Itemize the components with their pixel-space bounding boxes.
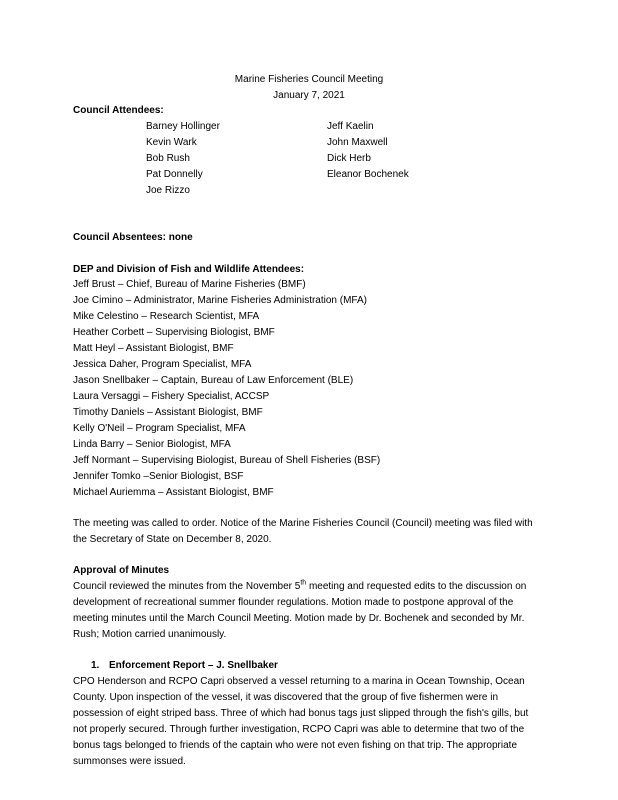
meeting-title: Marine Fisheries Council Meeting xyxy=(234,74,384,85)
minutes-paragraph-line: development of recreational summer flounder regulations. Motion made to postpone approval of the xyxy=(73,597,514,608)
absentees-line: Council Absentees: none xyxy=(73,232,193,243)
opening-paragraph-line: the Secretary of State on December 8, 2020. xyxy=(73,534,272,545)
meeting-date: January 7, 2021 xyxy=(273,90,345,101)
enforcement-paragraph-line: not properly secured. Through further investigation, RCPO Capri was able to determine that two of the xyxy=(73,724,525,735)
attendee-name: Dick Herb xyxy=(327,153,371,164)
staff-entry: Kelly O'Neil – Program Specialist, MFA xyxy=(73,423,246,434)
enforcement-paragraph-line: County. Upon inspection of the vessel, it was discovered that the group of five fishermen were in xyxy=(73,692,499,703)
staff-entry: Joe Cimino – Administrator, Marine Fisheries Administration (MFA) xyxy=(73,295,367,306)
attendee-name: Bob Rush xyxy=(146,153,190,164)
attendees-heading: Council Attendees: xyxy=(73,105,164,116)
attendee-name: Pat Donnelly xyxy=(146,169,203,180)
minutes-text: meeting and requested edits to the discussion on xyxy=(306,581,527,592)
staff-entry: Jessica Daher, Program Specialist, MFA xyxy=(73,359,252,370)
staff-entry: Laura Versaggi – Fishery Specialist, ACCSP xyxy=(73,391,270,402)
attendee-name: Kevin Wark xyxy=(146,137,197,148)
enforcement-paragraph-line: bonus tags belonged to friends of the captain who were not even fishing on that trip. The appropriate xyxy=(73,740,517,751)
minutes-text: Council reviewed the minutes from the November 5 xyxy=(73,581,301,592)
opening-paragraph-line: The meeting was called to order. Notice of the Marine Fisheries Council (Council) meeting was filed with xyxy=(73,518,533,529)
staff-entry: Michael Auriemma – Assistant Biologist, BMF xyxy=(73,487,274,498)
attendee-name: Joe Rizzo xyxy=(146,185,190,196)
enforcement-heading: Enforcement Report – J. Snellbaker xyxy=(109,660,278,671)
staff-entry: Timothy Daniels – Assistant Biologist, BMF xyxy=(73,407,263,418)
staff-entry: Mike Celestino – Research Scientist, MFA xyxy=(73,311,260,322)
staff-entry: Jason Snellbaker – Captain, Bureau of Law Enforcement (BLE) xyxy=(73,375,354,386)
staff-entry: Heather Corbett – Supervising Biologist, BMF xyxy=(73,327,275,338)
staff-entry: Jennifer Tomko –Senior Biologist, BSF xyxy=(73,471,244,482)
attendee-name: John Maxwell xyxy=(327,137,388,148)
staff-entry: Linda Barry – Senior Biologist, MFA xyxy=(73,439,231,450)
section-number: 1. xyxy=(91,660,100,671)
attendee-name: Barney Hollinger xyxy=(146,121,220,132)
attendee-name: Jeff Kaelin xyxy=(327,121,374,132)
minutes-paragraph-line xyxy=(73,581,526,593)
enforcement-paragraph-line: possession of eight striped bass. Three of which had bonus tags just slipped through the fish's gills, but xyxy=(73,708,529,719)
minutes-heading: Approval of Minutes xyxy=(73,565,170,576)
staff-entry: Jeff Brust – Chief, Bureau of Marine Fisheries (BMF) xyxy=(73,279,306,290)
staff-entry: Jeff Normant – Supervising Biologist, Bureau of Shell Fisheries (BSF) xyxy=(73,455,381,466)
attendee-name: Eleanor Bochenek xyxy=(327,169,409,180)
ordinal-suffix: th xyxy=(300,579,307,587)
staff-entry: Matt Heyl – Assistant Biologist, BMF xyxy=(73,343,234,354)
enforcement-paragraph-line: CPO Henderson and RCPO Capri observed a vessel returning to a marina in Ocean Township, Ocean xyxy=(73,676,525,687)
staff-heading: DEP and Division of Fish and Wildlife Attendees: xyxy=(73,264,305,275)
minutes-paragraph-line: Rush; Motion carried unanimously. xyxy=(73,629,227,640)
enforcement-paragraph-line: summonses were issued. xyxy=(73,756,186,767)
minutes-paragraph-line: meeting minutes until the March Council Meeting. Motion made by Dr. Bochenek and seconded by Mr. xyxy=(73,613,525,624)
